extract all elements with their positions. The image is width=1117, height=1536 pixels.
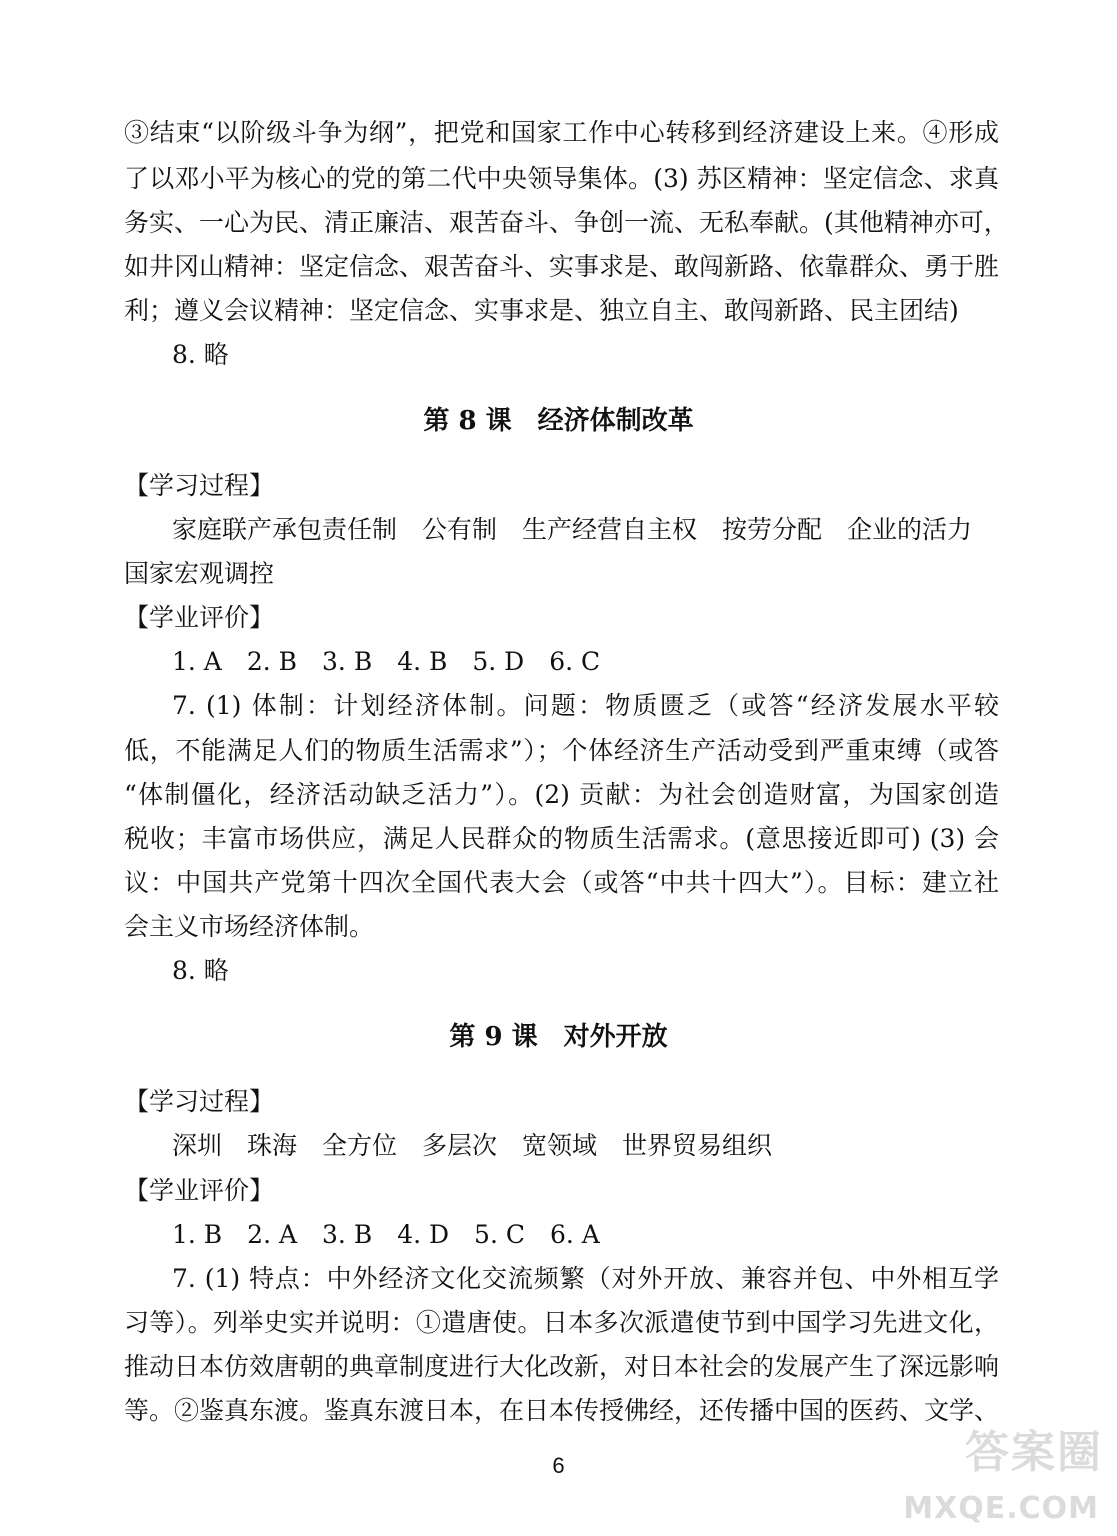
section-label-eval: 【学业评价】 <box>124 603 275 632</box>
q7-line: 税收；丰富市场供应，满足人民群众的物质生活需求。(意思接近即可) (3) 会 <box>124 824 999 853</box>
watermark-logo <box>893 1416 1103 1526</box>
paragraph-line: ③结束“以阶级斗争为纲”，把党和国家工作中心转移到经济建设上来。④形成 <box>124 118 999 147</box>
paragraph-line: 务实、一心为民、清正廉洁、艰苦奋斗、争创一流、无私奉献。(其他精神亦可， <box>124 208 1009 237</box>
q7-line: 7. (1) 体制：计划经济体制。问题：物质匮乏（或答“经济发展水平较 <box>172 691 999 720</box>
process-answers: 家庭联产承包责任制 公有制 生产经营自主权 按劳分配 企业的活力 <box>172 515 973 544</box>
answer-8: 8. 略 <box>172 340 229 369</box>
lesson-9-title: 第 9 课 对外开放 <box>449 1022 668 1052</box>
section-label-process: 【学习过程】 <box>124 1087 275 1116</box>
q7-line: 议：中国共产党第十四次全国代表大会（或答“中共十四大”）。目标：建立社 <box>124 868 999 897</box>
page-number: 6 <box>552 1453 565 1478</box>
q7-line: 推动日本仿效唐朝的典章制度进行大化改新，对日本社会的发展产生了深远影响 <box>124 1352 1000 1381</box>
q7-line: 会主义市场经济体制。 <box>124 912 375 941</box>
section-label-process: 【学习过程】 <box>124 471 275 500</box>
q7-line: 7. (1) 特点：中外经济文化交流频繁（对外开放、兼容并包、中外相互学 <box>172 1264 999 1293</box>
lesson-8-title: 第 8 课 经济体制改革 <box>423 406 694 436</box>
answer-8: 8. 略 <box>172 956 229 985</box>
paragraph-line: 如井冈山精神：坚定信念、艰苦奋斗、实事求是、敢闯新路、依靠群众、勇于胜 <box>124 252 1000 281</box>
section-label-eval: 【学业评价】 <box>124 1176 275 1205</box>
mcq-answers: 1. B 2. A 3. B 4. D 5. C 6. A <box>172 1220 600 1249</box>
watermark-url: MXQE.COM <box>903 1491 1099 1526</box>
process-answers: 深圳 珠海 全方位 多层次 宽领域 世界贸易组织 <box>172 1131 773 1160</box>
q7-line: 等。②鉴真东渡。鉴真东渡日本，在日本传授佛经，还传播中国的医药、文学、 <box>124 1396 1000 1425</box>
q7-line: “体制僵化，经济活动缺乏活力”）。(2) 贡献：为社会创造财富，为国家创造 <box>124 780 999 809</box>
mcq-answers: 1. A 2. B 3. B 4. B 5. D 6. C <box>172 647 601 676</box>
q7-line: 低，不能满足人们的物质生活需求”）；个体经济生产活动受到严重束缚（或答 <box>124 736 999 765</box>
paragraph-line: 利；遵义会议精神：坚定信念、实事求是、独立自主、敢闯新路、民主团结) <box>124 296 959 325</box>
process-answers-cont: 国家宏观调控 <box>124 559 275 588</box>
q7-line: 习等）。列举史实并说明：①遣唐使。日本多次派遣使节到中国学习先进文化， <box>124 1308 999 1337</box>
watermark-text: 答案圈 <box>965 1427 1103 1478</box>
paragraph-line: 了以邓小平为核心的党的第二代中央领导集体。(3) 苏区精神：坚定信念、求真 <box>124 164 999 193</box>
